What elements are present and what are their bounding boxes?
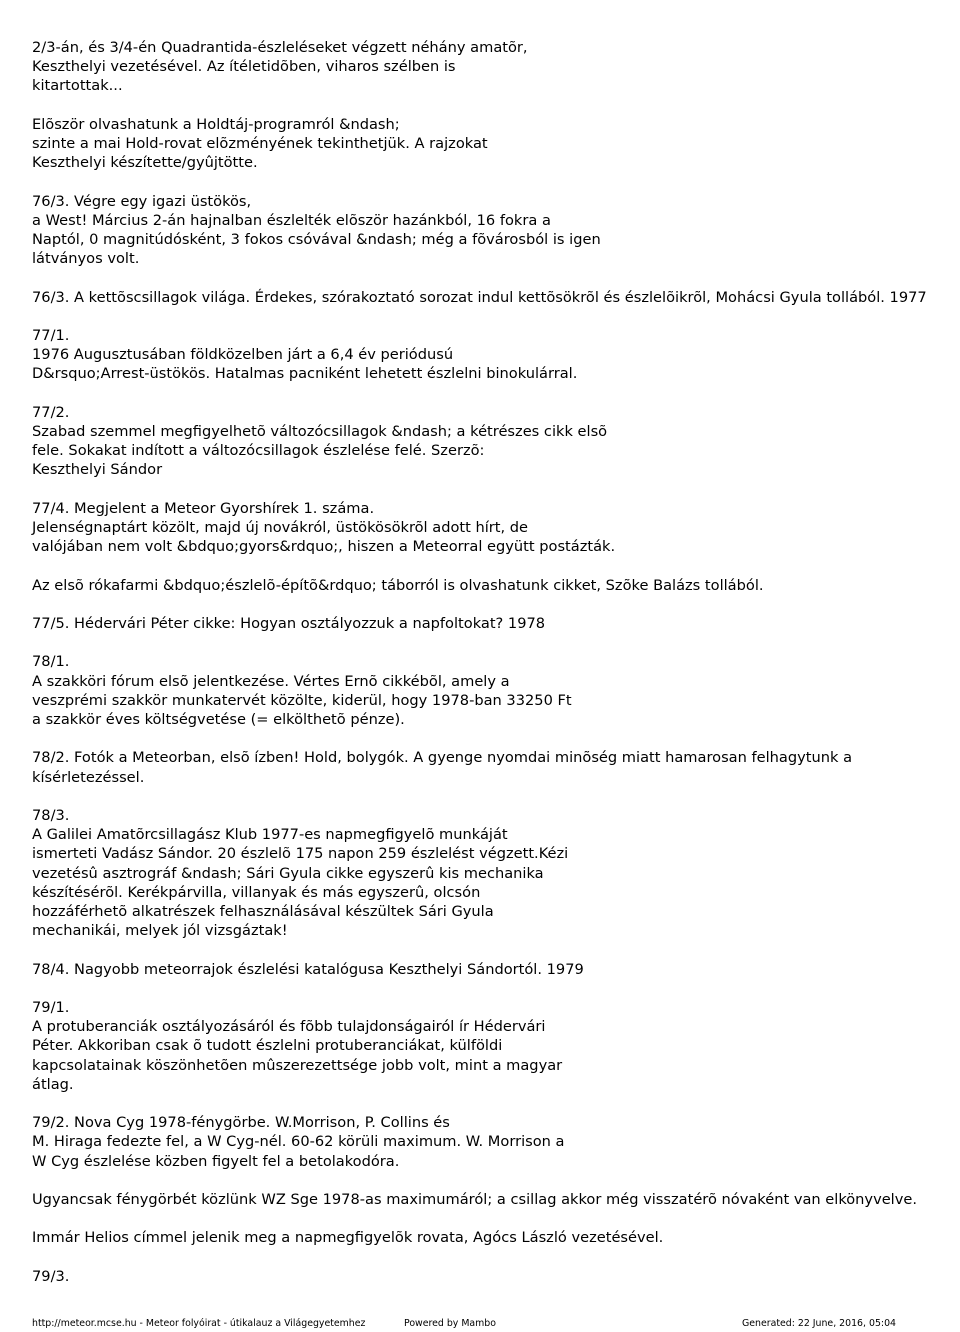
footer-generated-date: Generated: 22 June, 2016, 05:04: [742, 1318, 896, 1329]
paragraph: 77/4. Megjelent a Meteor Gyorshírek 1. száma. Jelenségnaptárt közölt, majd új novákról, üstökösökrõl adott hírt, de valójában nem volt &bdquo;gyors&rdquo;, hiszen a Meteorral együtt postázták.: [32, 499, 616, 556]
paragraph: 76/3. A kettõscsillagok világa. Érdekes, szórakoztató sorozat indul kettõsökrõl és észlelõikrõl, Mohácsi Gyula tollából. 1977: [32, 288, 927, 306]
paragraph: 78/2. Fotók a Meteorban, elsõ ízben! Hold, bolygók. A gyenge nyomdai minõség miatt hamarosan felhagytunk a kísérletezéssel.: [32, 749, 853, 786]
page-footer: [0, 1318, 960, 1332]
paragraph: 77/1. 1976 Augusztusában földközelben járt a 6,4 év periódusú D&rsquo;Arrest-üstökös. Hatalmas pacniként lehetett észlelni binokulárral.: [32, 326, 578, 383]
paragraph: 79/1. A protuberanciák osztályozásáról és fõbb tulajdonságairól ír Hédervári Péter. Akkoriban csak õ tudott észlelni protuberanciákat, külföldi kapcsolatainak köszönhetõen mûszerezettsége jobb volt, mint a magyar átlag.: [32, 998, 563, 1093]
paragraph: Immár Helios címmel jelenik meg a napmegfigyelõk rovata, Agócs László vezetésével.: [32, 1229, 664, 1247]
article-body: [32, 38, 952, 1305]
paragraph: 79/3.: [32, 1267, 70, 1285]
paragraph: 77/5. Hédervári Péter cikke: Hogyan osztályozzuk a napfoltokat? 1978: [32, 614, 546, 632]
paragraph: 2/3-án, és 3/4-én Quadrantida-észleléseket végzett néhány amatõr, Keszthelyi vezetésével. Az ítéletidõben, viharos szélben is kitartottak...: [32, 39, 528, 95]
footer-powered-by: Powered by Mambo: [404, 1318, 496, 1329]
footer-site-link[interactable]: http://meteor.mcse.hu - Meteor folyóirat - útikalauz a Világegyetemhez: [32, 1318, 366, 1329]
paragraph: 77/2. Szabad szemmel megfigyelhetõ változócsillagok &ndash; a kétrészes cikk elsõ fele. Sokakat indított a változócsillagok észlelése felé. Szerzõ: Keszthelyi Sándor: [32, 403, 608, 479]
paragraph: Ugyancsak fénygörbét közlünk WZ Sge 1978-as maximumáról; a csillag akkor még visszatérõ nóvaként van elkönyvelve.: [32, 1190, 917, 1208]
paragraph: 79/2. Nova Cyg 1978-fénygörbe. W.Morrison, P. Collins és M. Hiraga fedezte fel, a W Cyg-nél. 60-62 körüli maximum. W. Morrison a W Cyg észlelése közben figyelt fel a betolakodóra.: [32, 1114, 565, 1170]
paragraph: 76/3. Végre egy igazi üstökös, a West! Március 2-án hajnalban észlelték elõször hazánkból, 16 fokra a Naptól, 0 magnitúdósként, 3 fokos csóvával &ndash; még a fõvárosból is igen látványos volt.: [32, 192, 601, 268]
paragraph: 78/1. A szakköri fórum elsõ jelentkezése. Vértes Ernõ cikkébõl, amely a veszprémi szakkör munkatervét közölte, kiderül, hogy 1978-ban 33250 Ft a szakkör éves költségvetése (= elkölthetõ pénze).: [32, 653, 572, 728]
paragraph: Az elsõ rókafarmi &bdquo;észlelõ-építõ&rdquo; táborról is olvashatunk cikket, Szõke Balázs tollából.: [32, 576, 764, 594]
paragraph: 78/4. Nagyobb meteorrajok észlelési katalógusa Keszthelyi Sándortól. 1979: [32, 960, 584, 978]
paragraph: Elõször olvashatunk a Holdtáj-programról &ndash; szinte a mai Hold-rovat elõzményének tekinthetjük. A rajzokat Keszthelyi készítette/gyûjtötte.: [32, 115, 488, 172]
paragraph: 78/3. A Galilei Amatõrcsillagász Klub 1977-es napmegfigyelõ munkáját ismerteti Vadász Sándor. 20 észlelõ 175 napon 259 észlelést végzett.Kézi vezetésû asztrográf &ndash; Sári Gyula cikke egyszerû kis mechanika készítésérõl. Kerékpárvilla, villanyak és más egyszerû, olcsón hozzáférhetõ alkatrészek felhasználásával készültek Sári Gyula mechanikái, melyek jól vizsgáztak!: [32, 806, 569, 940]
